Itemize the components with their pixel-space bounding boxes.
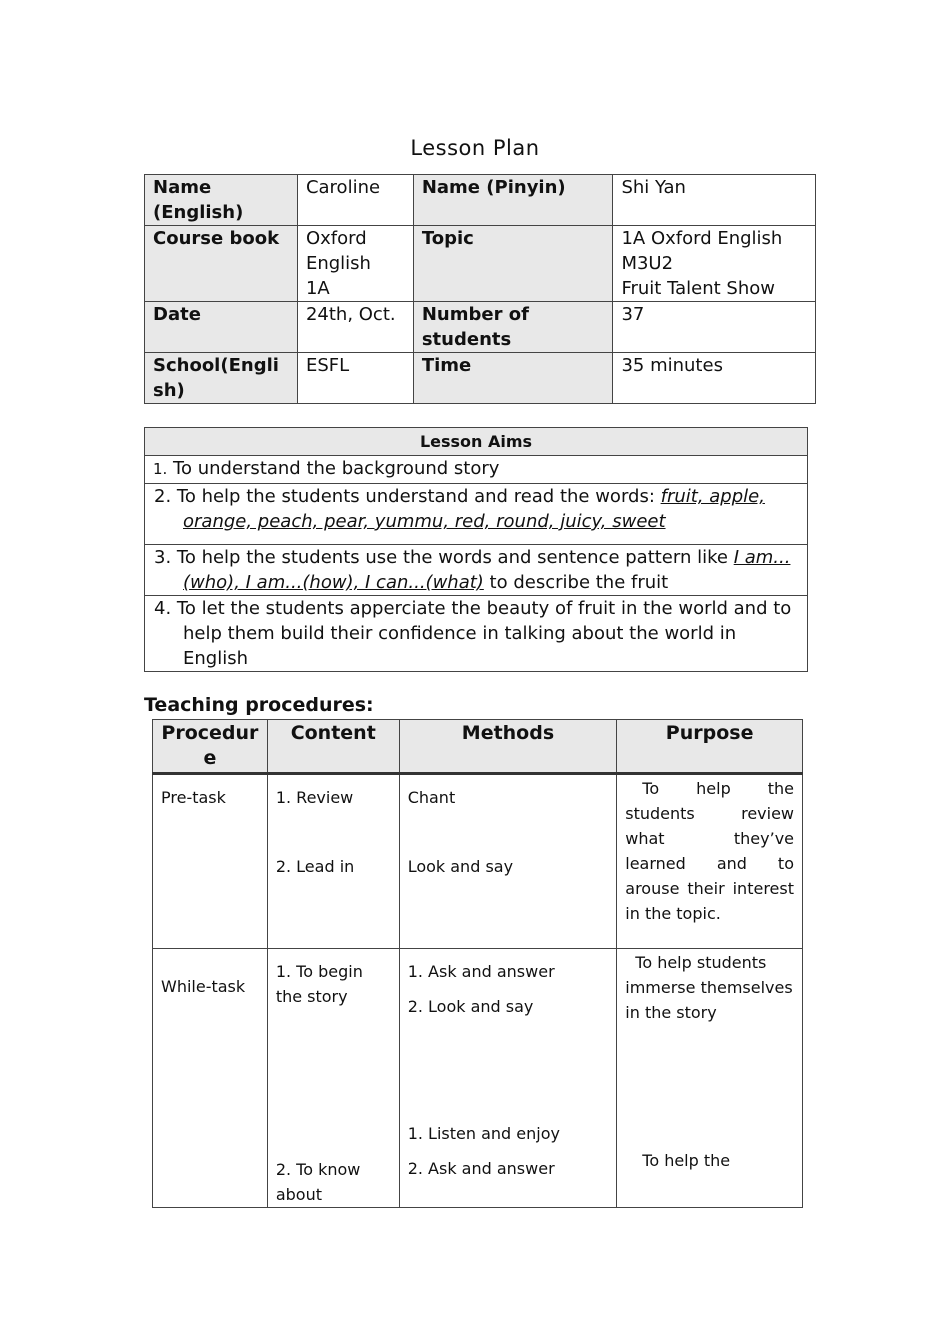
while-task-purpose-1: To help students immerse themselves in the story [625, 953, 793, 1022]
aim-1-text: To understand the background story [173, 458, 500, 479]
pre-task-method-1: Chant [407, 788, 456, 807]
date-value: 24th, Oct. [297, 302, 413, 353]
lesson-aims-header: Lesson Aims [145, 428, 808, 456]
aim-3 [145, 545, 808, 596]
name-english-label: Name (English) [145, 175, 298, 226]
pre-task-content-1: 1. Review [275, 788, 354, 807]
aim-3-text: 3. To help the students use the words and sentence pattern like [154, 547, 734, 568]
aim-2 [145, 484, 808, 545]
header-purpose: Purpose [617, 720, 803, 774]
topic-value [613, 226, 816, 302]
pre-task-method-2: Look and say [407, 857, 514, 876]
while-task-content-1: 1. To begin the story [275, 962, 363, 1006]
course-book-line-1: Oxford [305, 228, 367, 249]
while-task-methods [399, 949, 617, 1208]
while-task-method-4: 2. Ask and answer [407, 1159, 555, 1178]
while-task-method-2: 2. Look and say [407, 997, 534, 1016]
lesson-info-table [144, 174, 816, 404]
course-book-line-3: 1A [305, 278, 330, 299]
while-task-stage: While-task [153, 949, 268, 1208]
course-book-label: Course book [145, 226, 298, 302]
name-pinyin-value: Shi Yan [613, 175, 816, 226]
aim-3-pattern: I am...(who), I am...(how), I can...(what) [183, 547, 791, 593]
while-task-content-2: 2. To know about [275, 1160, 361, 1204]
aim-1 [145, 456, 808, 484]
aim-1-number: 1. [153, 460, 168, 478]
course-book-line-2: English [305, 253, 371, 274]
topic-line-1: 1A Oxford English [621, 228, 783, 249]
while-task-method-1: 1. Ask and answer [407, 962, 555, 981]
page-title: Lesson Plan [410, 136, 540, 160]
aim-3-tail: to describe the fruit [483, 572, 669, 593]
pre-task-methods [399, 774, 617, 949]
teaching-procedures-label: Teaching procedures: [144, 694, 374, 716]
school-label [145, 353, 298, 404]
while-task-method-3: 1. Listen and enjoy [407, 1124, 560, 1143]
school-value: ESFL [297, 353, 413, 404]
time-value: 35 minutes [613, 353, 816, 404]
number-of-students-label: Number of students [413, 302, 613, 353]
header-procedure: Procedure [153, 720, 268, 774]
while-task-purpose-2: To help the [642, 1151, 731, 1170]
teaching-procedures-table [152, 719, 803, 1208]
topic-line-3: Fruit Talent Show [621, 278, 775, 299]
time-label: Time [413, 353, 613, 404]
pre-task-content-2: 2. Lead in [275, 857, 355, 876]
pre-task-content [267, 774, 399, 949]
school-label-line-2: sh) [153, 380, 185, 401]
header-content: Content [267, 720, 399, 774]
pre-task-purpose: To help the students review what they’ve learned and to arouse their interest in the topic. [617, 774, 803, 949]
lesson-aims-table [144, 427, 808, 672]
school-label-line-1: School(Engli [153, 355, 279, 376]
aim-2-words: fruit, apple, orange, peach, pear, yummu, red, round, juicy, sweet [183, 486, 765, 532]
aim-4: 4. To let the students apperciate the beauty of fruit in the world and to help them build their confidence in talking about the world in English [145, 596, 808, 672]
topic-label: Topic [413, 226, 613, 302]
name-pinyin-label: Name (Pinyin) [413, 175, 613, 226]
header-methods: Methods [399, 720, 617, 774]
topic-line-2: M3U2 [621, 253, 674, 274]
aim-2-text: 2. To help the students understand and read the words: [154, 486, 661, 507]
date-label: Date [145, 302, 298, 353]
pre-task-stage: Pre-task [153, 774, 268, 949]
course-book-value [297, 226, 413, 302]
number-of-students-value: 37 [613, 302, 816, 353]
while-task-purpose [617, 949, 803, 1208]
name-english-value: Caroline [297, 175, 413, 226]
while-task-content [267, 949, 399, 1208]
